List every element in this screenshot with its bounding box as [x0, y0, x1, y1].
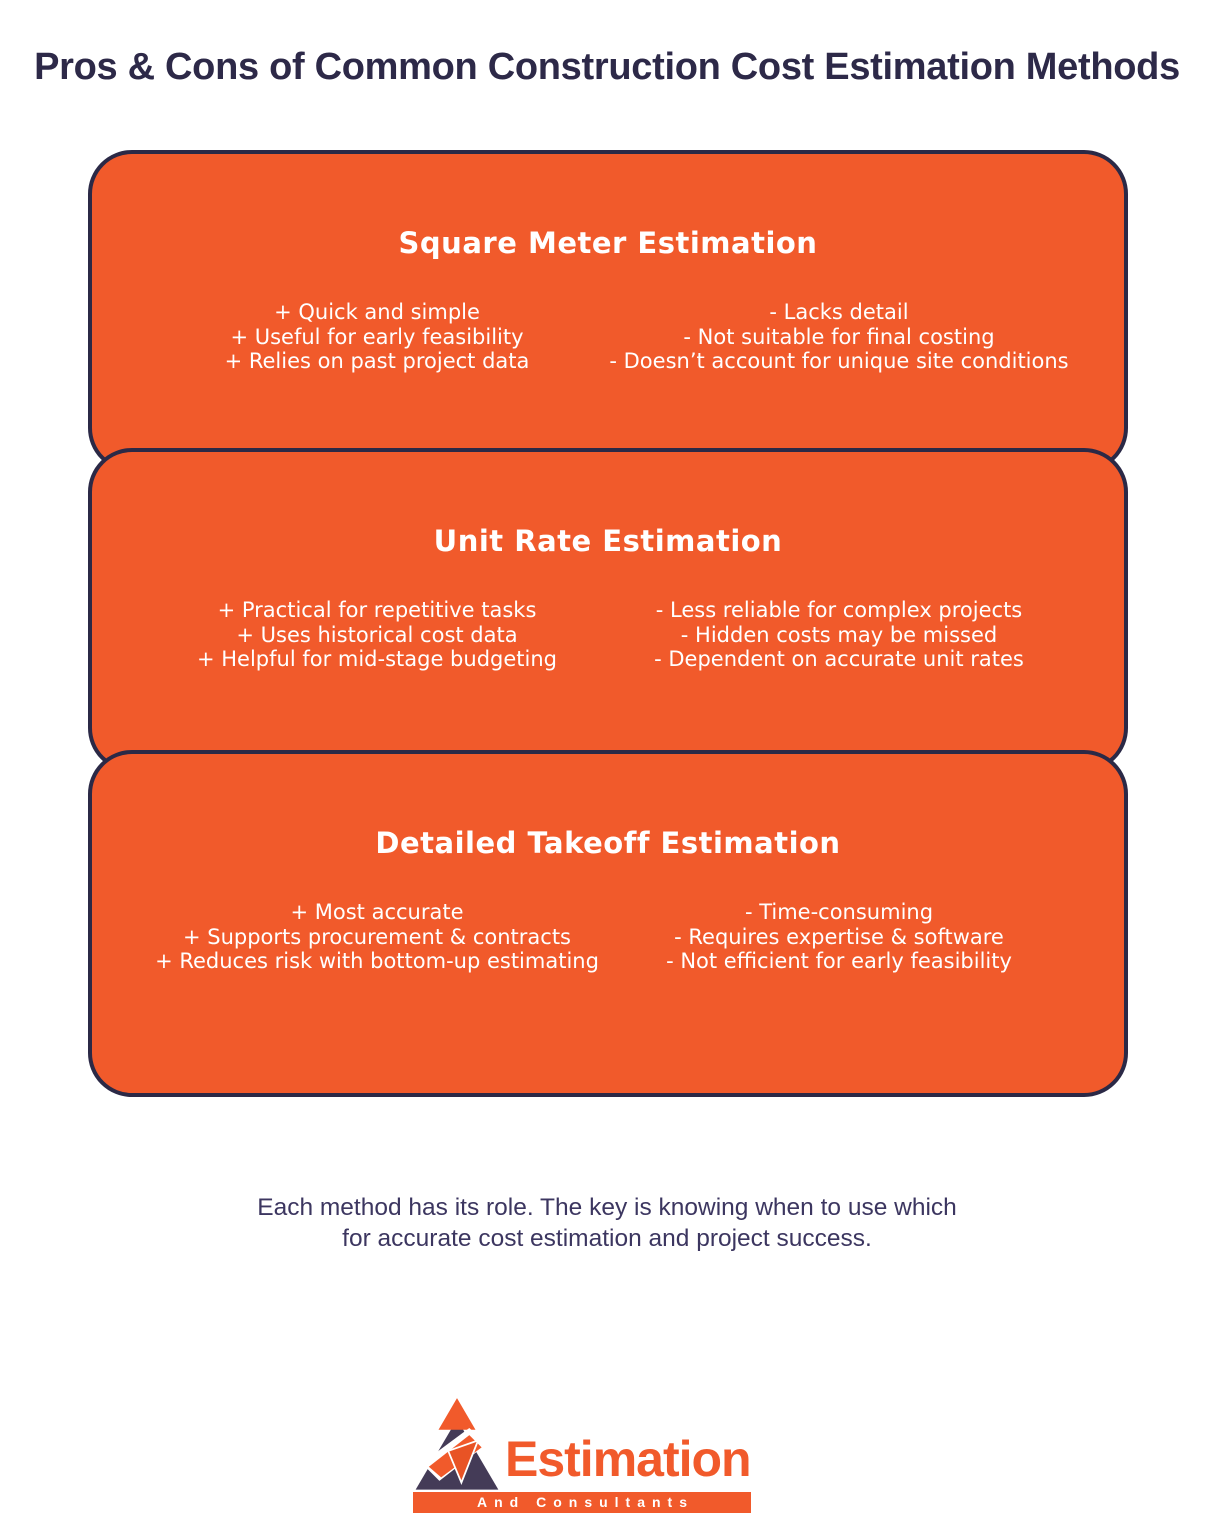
con-item: - Not suitable for final costing	[683, 324, 995, 349]
con-item: - Lacks detail	[769, 300, 909, 324]
logo-triangle-icon	[413, 1396, 501, 1490]
logo-wordmark: Estimation	[505, 1431, 751, 1487]
cons-list	[608, 300, 1070, 374]
logo-tagline: And Consultants	[413, 1492, 751, 1513]
conclusion-text	[0, 1192, 1214, 1254]
page-title: Pros & Cons of Common Construction Cost Estimation Methods	[34, 46, 1180, 88]
pro-item: + Practical for repetitive tasks	[217, 598, 537, 622]
pro-item: + Helpful for mid-stage budgeting	[196, 647, 557, 671]
pros-cons-row	[146, 300, 1070, 374]
cons-list	[608, 900, 1070, 974]
con-item: - Time-consuming	[744, 900, 934, 924]
conclusion-line-2: for accurate cost estimation and project success.	[342, 1225, 872, 1252]
card-title: Square Meter Estimation	[398, 226, 818, 260]
card-detailed-takeoff-estimation	[88, 750, 1128, 1097]
pro-item: + Supports procurement & contracts	[182, 924, 571, 949]
pros-list	[146, 598, 608, 672]
card-unit-rate-estimation	[88, 448, 1128, 772]
pros-list	[146, 900, 608, 974]
pro-item: + Most accurate	[290, 900, 464, 924]
con-item: - Requires expertise & software	[674, 924, 1004, 949]
pro-item: + Reduces risk with bottom-up estimating	[155, 949, 599, 973]
pro-item: + Quick and simple	[274, 300, 480, 324]
card-square-meter-estimation	[88, 150, 1128, 472]
pro-item: + Uses historical cost data	[236, 622, 518, 647]
cons-list	[608, 598, 1070, 672]
pros-cons-row	[146, 598, 1070, 672]
pro-item: + Relies on past project data	[224, 349, 530, 373]
con-item: - Less reliable for complex projects	[655, 598, 1023, 622]
con-item: - Not efficient for early feasibility	[666, 949, 1012, 973]
pros-list	[146, 300, 608, 374]
pros-cons-row	[146, 900, 1070, 974]
con-item: - Doesn’t account for unique site conditions	[609, 349, 1069, 373]
con-item: - Hidden costs may be missed	[680, 622, 998, 647]
logo	[413, 1396, 751, 1514]
conclusion-line-1: Each method has its role. The key is knowing when to use which	[257, 1194, 957, 1221]
card-title: Detailed Takeoff Estimation	[375, 826, 841, 860]
pro-item: + Useful for early feasibility	[230, 324, 524, 349]
con-item: - Dependent on accurate unit rates	[654, 647, 1024, 671]
card-title: Unit Rate Estimation	[433, 524, 783, 558]
